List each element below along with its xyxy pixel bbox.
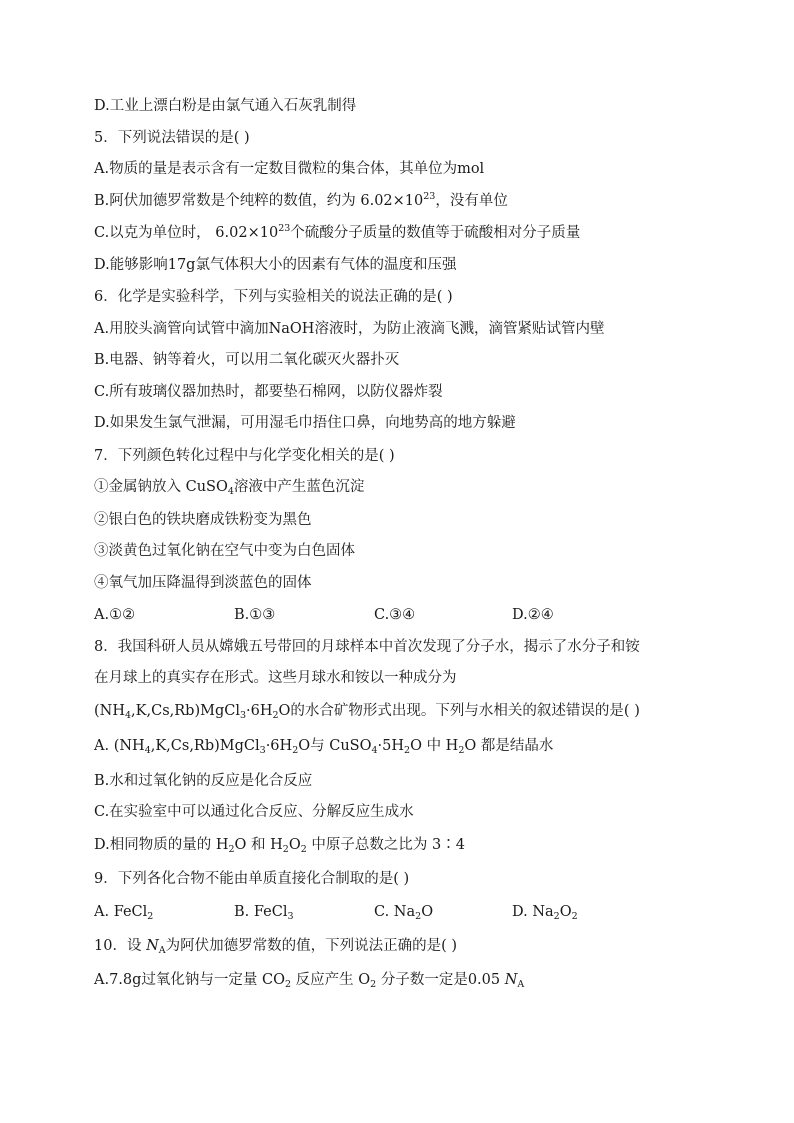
q6-option-c: C.所有玻璃仪器加热时，都要垫石棉网，以防仪器炸裂	[94, 384, 443, 400]
q4-option-d: D.工业上漂白粉是由氯气通入石灰乳制得	[94, 98, 357, 114]
q9-stem: 9．下列各化合物不能由单质直接化合制取的是( )	[94, 871, 410, 887]
q9-option-b: B. FeCl$_3$	[234, 904, 294, 922]
q5-option-d: D.能够影响17g氯气体积大小的因素有气体的温度和压强	[94, 257, 457, 273]
q7-item-2: ②银白色的铁块磨成铁粉变为黑色	[94, 512, 312, 528]
q7-option-b: B.①③	[234, 607, 276, 623]
q7-item-1: ①金属钠放入 CuSO$_4$溶液中产生蓝色沉淀	[94, 479, 365, 497]
q7-option-d: D.②④	[512, 607, 554, 623]
q7-item-3: ③淡黄色过氧化钠在空气中变为白色固体	[94, 543, 355, 559]
q7-options	[94, 605, 714, 627]
q7-item-4: ④氧气加压降温得到淡蓝色的固体	[94, 575, 312, 591]
q8-option-a: A. $(NH_4,K,Cs,Rb)MgCl_3\cdot 6H_2O$与 $CuSO_4\cdot 5H_2O$ 中 $H_2O$ 都是结晶水	[94, 738, 554, 756]
q7-option-a: A.①②	[94, 607, 136, 623]
q10-stem: 10．设 $N_A$为阿伏加德罗常数的值，下列说法正确的是( )	[94, 938, 458, 956]
q8-option-b: B.水和过氧化钠的反应是化合反应	[94, 773, 313, 789]
q6-option-a: A.用胶头滴管向试管中滴加NaOH溶液时，为防止液滴飞溅，滴管紧贴试管内壁	[94, 321, 605, 337]
q5-option-a: A.物质的量是表示含有一定数目微粒的集合体，其单位为mol	[94, 161, 485, 177]
q7-stem: 7．下列颜色转化过程中与化学变化相关的是( )	[94, 448, 395, 464]
q6-option-d: D.如果发生氯气泄漏，可用湿毛巾捂住口鼻，向地势高的地方躲避	[94, 415, 516, 431]
q6-stem: 6．化学是实验科学，下列与实验相关的说法正确的是( )	[94, 289, 453, 305]
q8-option-d: D.相同物质的量的 $H_2O$ 和 $H_2O_2$ 中原子总数之比为 3∶4	[94, 837, 465, 855]
q10-option-a: A.7.8g过氧化钠与一定量 $CO_2$ 反应产生 $O_2$ 分子数一定是0.05 $N_A$	[94, 972, 525, 990]
q9-options	[94, 902, 714, 924]
q8-stem-line3: $(NH_4,K,Cs,Rb)MgCl_3\cdot 6H_2O$的水合矿物形式出现。下列与水相关的叙述错误的是( )	[94, 703, 640, 721]
q5-stem: 5．下列说法错误的是( )	[94, 130, 250, 146]
q9-option-c: C. $Na_2O$	[374, 904, 434, 922]
q5-option-c: C.以克为单位时， $6.02\times 10^{23}$个硫酸分子质量的数值等于硫酸相对分子质量	[94, 223, 581, 241]
q8-option-c: C.在实验室中可以通过化合反应、分解反应生成水	[94, 804, 414, 820]
q5-option-b: B.阿伏加德罗常数是个纯粹的数值，约为 $6.02\times 10^{23}$，没有单位	[94, 191, 508, 209]
q8-stem-line1: 8．我国科研人员从嫦娥五号带回的月球样本中首次发现了分子水，揭示了水分子和铵	[94, 639, 640, 655]
q8-stem-line2: 在月球上的真实存在形式。这些月球水和铵以一种成分为	[94, 670, 457, 686]
q9-option-d: D. $Na_2O_2$	[512, 904, 578, 922]
q7-option-c: C.③④	[374, 607, 416, 623]
q9-option-a: A. FeCl$_2$	[94, 904, 154, 922]
q6-option-b: B.电器、钠等着火，可以用二氧化碳灭火器扑灭	[94, 352, 400, 368]
